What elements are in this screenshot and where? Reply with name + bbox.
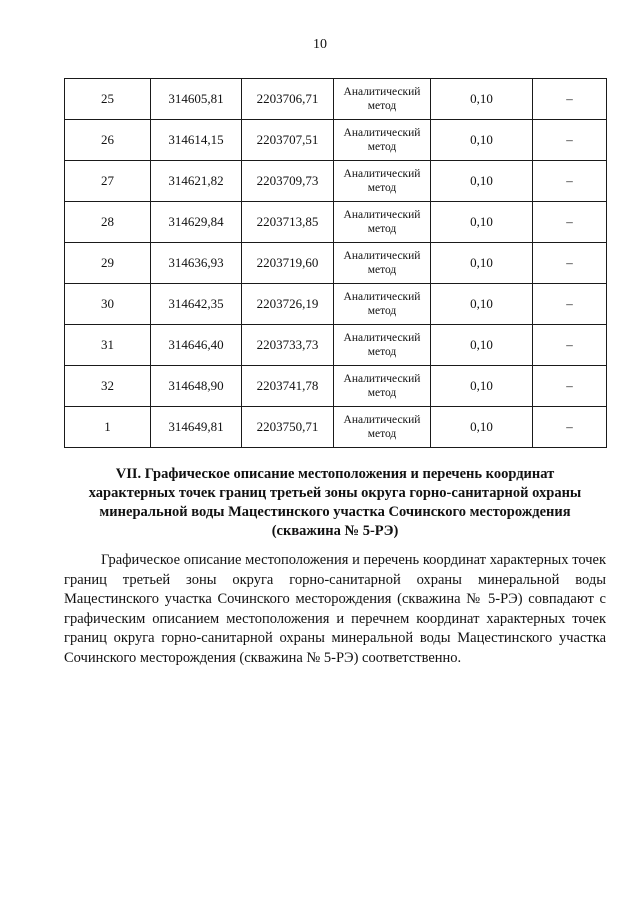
section-heading-line: VII. Графическое описание местоположения и перечень координат <box>115 466 555 482</box>
method-line: метод <box>367 305 397 317</box>
y-coordinate-cell: 2203719,60 <box>242 243 334 284</box>
point-number-cell: 25 <box>65 79 151 120</box>
method-line: Аналитический <box>343 127 421 139</box>
method-line: метод <box>367 223 397 235</box>
y-coordinate-cell: 2203707,51 <box>242 120 334 161</box>
x-coordinate-cell: 314646,40 <box>151 325 242 366</box>
y-coordinate-cell: 2203726,19 <box>242 284 334 325</box>
y-coordinate-cell: 2203741,78 <box>242 366 334 407</box>
method-line: метод <box>367 182 397 194</box>
method-line: метод <box>367 141 397 153</box>
dash-cell: – <box>533 79 607 120</box>
error-cell: 0,10 <box>431 79 533 120</box>
method-line: Аналитический <box>343 291 421 303</box>
table-row <box>65 202 607 243</box>
error-cell: 0,10 <box>431 243 533 284</box>
section-paragraph: Графическое описание местоположения и перечень координат характерных точек границ третьей зоны округа горно-санитарной охраны минеральной воды Мацестинского участка Сочинского месторождения (скважина № 5-РЭ) совпадают с графическим описанием местоположения и перечнем координат характерных точек границ округа горно-санитарной охраны минеральной воды Мацестинского участка Сочинского месторождения (скважина № 5-РЭ) соответственно. <box>64 552 606 666</box>
table-row <box>65 366 607 407</box>
x-coordinate-cell: 314649,81 <box>151 407 242 448</box>
error-cell: 0,10 <box>431 366 533 407</box>
table-row <box>65 284 607 325</box>
point-number-cell: 29 <box>65 243 151 284</box>
method-line: Аналитический <box>343 414 421 426</box>
coordinates-table <box>64 78 607 448</box>
page-number: 10 <box>313 37 327 52</box>
x-coordinate-cell: 314642,35 <box>151 284 242 325</box>
table-row <box>65 243 607 284</box>
dash-cell: – <box>533 366 607 407</box>
method-line: Аналитический <box>343 332 421 344</box>
method-line: метод <box>367 428 397 440</box>
section-heading-line: минеральной воды Мацестинского участка Сочинского месторождения <box>99 504 571 520</box>
point-number-cell: 28 <box>65 202 151 243</box>
y-coordinate-cell: 2203713,85 <box>242 202 334 243</box>
table-row <box>65 79 607 120</box>
method-cell <box>334 243 431 284</box>
x-coordinate-cell: 314648,90 <box>151 366 242 407</box>
dash-cell: – <box>533 120 607 161</box>
error-cell: 0,10 <box>431 202 533 243</box>
method-cell <box>334 284 431 325</box>
dash-cell: – <box>533 407 607 448</box>
dash-cell: – <box>533 202 607 243</box>
coordinates-table-body <box>65 79 607 448</box>
dash-cell: – <box>533 325 607 366</box>
method-cell <box>334 325 431 366</box>
method-line: метод <box>367 100 397 112</box>
method-cell <box>334 202 431 243</box>
point-number-cell: 30 <box>65 284 151 325</box>
x-coordinate-cell: 314614,15 <box>151 120 242 161</box>
section-heading <box>64 465 606 541</box>
method-line: Аналитический <box>343 86 421 98</box>
section-heading-line: (скважина № 5-РЭ) <box>271 523 399 539</box>
method-line: метод <box>367 387 397 399</box>
error-cell: 0,10 <box>431 161 533 202</box>
x-coordinate-cell: 314605,81 <box>151 79 242 120</box>
point-number-cell: 26 <box>65 120 151 161</box>
y-coordinate-cell: 2203709,73 <box>242 161 334 202</box>
method-line: Аналитический <box>343 373 421 385</box>
x-coordinate-cell: 314636,93 <box>151 243 242 284</box>
error-cell: 0,10 <box>431 325 533 366</box>
error-cell: 0,10 <box>431 284 533 325</box>
x-coordinate-cell: 314621,82 <box>151 161 242 202</box>
point-number-cell: 31 <box>65 325 151 366</box>
method-line: Аналитический <box>343 250 421 262</box>
method-cell <box>334 161 431 202</box>
table-row <box>65 325 607 366</box>
point-number-cell: 32 <box>65 366 151 407</box>
method-line: Аналитический <box>343 209 421 221</box>
method-cell <box>334 366 431 407</box>
method-line: метод <box>367 346 397 358</box>
method-line: метод <box>367 264 397 276</box>
dash-cell: – <box>533 243 607 284</box>
table-row <box>65 120 607 161</box>
dash-cell: – <box>533 284 607 325</box>
point-number-cell: 1 <box>65 407 151 448</box>
method-cell <box>334 79 431 120</box>
method-line: Аналитический <box>343 168 421 180</box>
table-row <box>65 161 607 202</box>
table-row <box>65 407 607 448</box>
x-coordinate-cell: 314629,84 <box>151 202 242 243</box>
dash-cell: – <box>533 161 607 202</box>
y-coordinate-cell: 2203733,73 <box>242 325 334 366</box>
y-coordinate-cell: 2203750,71 <box>242 407 334 448</box>
error-cell: 0,10 <box>431 120 533 161</box>
y-coordinate-cell: 2203706,71 <box>242 79 334 120</box>
method-cell <box>334 407 431 448</box>
method-cell <box>334 120 431 161</box>
error-cell: 0,10 <box>431 407 533 448</box>
point-number-cell: 27 <box>65 161 151 202</box>
section-heading-line: характерных точек границ третьей зоны округа горно-санитарной охраны <box>88 485 582 501</box>
